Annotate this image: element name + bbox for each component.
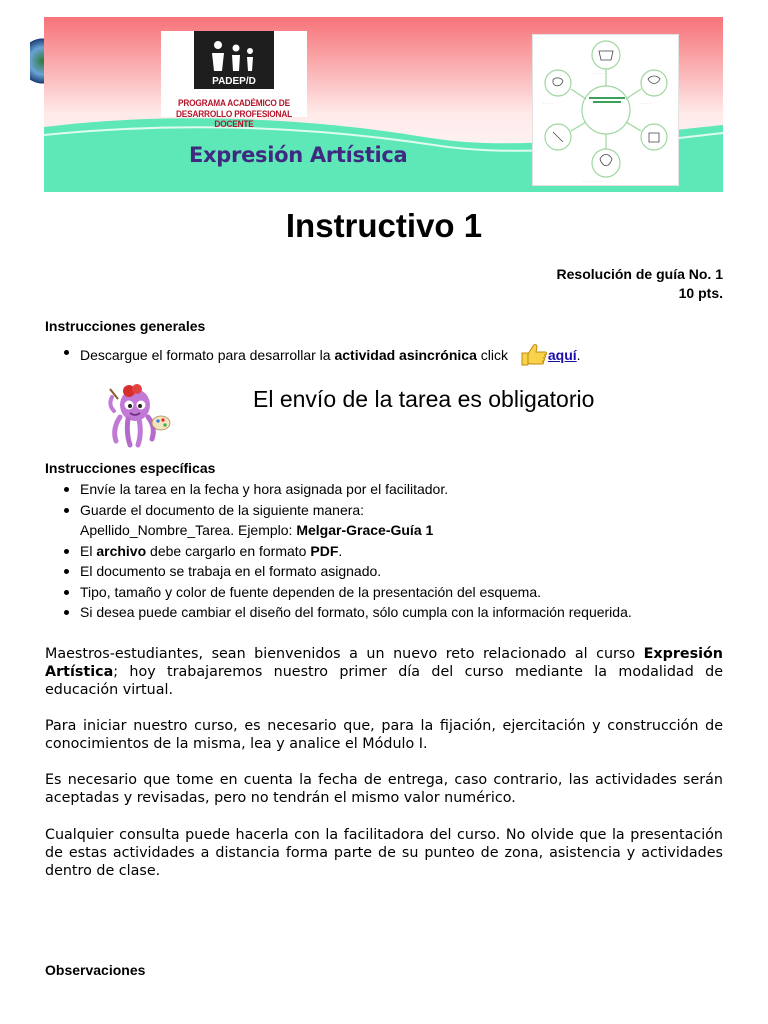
pdf-format-label: PDF <box>310 542 339 559</box>
course-name-bold: Expresión Artística <box>45 646 723 680</box>
observations-heading: Observaciones <box>45 962 146 978</box>
general-instructions-heading: Instrucciones generales <box>45 318 206 334</box>
filename-pattern-text: Apellido_Nombre_Tarea. Ejemplo: <box>80 522 297 538</box>
svg-text:PADEP/D: PADEP/D <box>212 76 256 87</box>
welcome-paragraph <box>45 645 723 699</box>
resolution-block <box>557 265 723 303</box>
list-item: Si desea puede cambiar el diseño del formato, sólo cumpla con la información requerida. <box>62 602 632 623</box>
document-title: Instructivo 1 <box>285 207 483 244</box>
download-format-link[interactable]: aquí <box>547 347 577 363</box>
list-item: Guarde el documento de la siguiente manera: <box>62 500 632 521</box>
org-name-line2: DESARROLLO PROFESIONAL DOCENTE <box>175 109 293 129</box>
contact-paragraph: Cualquier consulta puede hacerla con la facilitadora del curso. No olvide que la presentación de estas actividades a distancia forma parte de su punteo de zona, asistencia y actividades dentro de clase. <box>45 827 723 879</box>
specific-instructions-heading: Instrucciones específicas <box>45 460 216 476</box>
paragraph-text: ; hoy trabajaremos nuestro primer día del curso mediante la modalidad de educación virtual. <box>45 664 723 698</box>
course-diagram-icon <box>532 34 679 186</box>
click-text: click <box>476 347 508 363</box>
download-instruction-text: Descargue el formato para desarrollar la <box>80 347 335 363</box>
course-title: Expresión Artística <box>189 143 408 167</box>
padep-logo-block <box>161 31 307 129</box>
mandatory-submission-notice: El envío de la tarea es obligatorio <box>253 386 595 412</box>
deadline-paragraph: Es necesario que tome en cuenta la fecha de entrega, caso contrario, las actividades serán aceptadas y revisadas, pero no tendrán el mismo valor numérico. <box>45 772 723 806</box>
list-item <box>62 342 581 366</box>
list-item: El documento se trabaja en el formato asignado. <box>62 561 632 582</box>
padep-logo-icon <box>194 31 274 91</box>
course-banner <box>44 17 723 192</box>
item-text: debe cargarlo en formato <box>146 542 311 559</box>
resolution-guide-number: Resolución de guía No. 1 <box>556 266 723 282</box>
list-item: Tipo, tamaño y color de fuente dependen de la presentación del esquema. <box>62 582 632 603</box>
paragraph-text: Maestros-estudiantes, sean bienvenidos a un nuevo reto relacionado al curso <box>45 646 644 662</box>
svg-text:· · · · · · · · · ·: · · · · · · · · · · <box>583 180 604 184</box>
octopus-mascot-icon <box>106 383 172 449</box>
item-text: El <box>80 542 97 559</box>
resolution-points: 10 pts. <box>678 285 723 301</box>
module-paragraph: Para iniciar nuestro curso, es necesario que, para la fijación, ejercitación y construcción de conocimientos de la misma, lea y analice el Módulo I. <box>45 718 723 752</box>
item-text: . <box>338 542 343 559</box>
general-instructions-list <box>62 342 581 366</box>
async-activity-label: actividad asincrónica <box>334 347 477 363</box>
sentence-period: . <box>576 347 581 363</box>
list-item: Envíe la tarea en la fecha y hora asignada por el facilitador. <box>62 479 632 500</box>
svg-text:· · · · ·: · · · · · <box>641 102 651 106</box>
filename-example: Melgar-Grace-Guía 1 <box>296 522 434 538</box>
svg-text:· · · · · ·: · · · · · · <box>593 72 605 76</box>
thumb-pointer-icon[interactable] <box>520 342 548 366</box>
list-item <box>62 541 632 562</box>
list-item-continuation <box>62 520 632 541</box>
file-label: archivo <box>96 542 147 559</box>
org-name-line1: PROGRAMA ACADÉMICO DE <box>178 98 290 108</box>
specific-instructions-list <box>62 479 632 623</box>
svg-text:· · · · ·: · · · · · <box>543 102 553 106</box>
